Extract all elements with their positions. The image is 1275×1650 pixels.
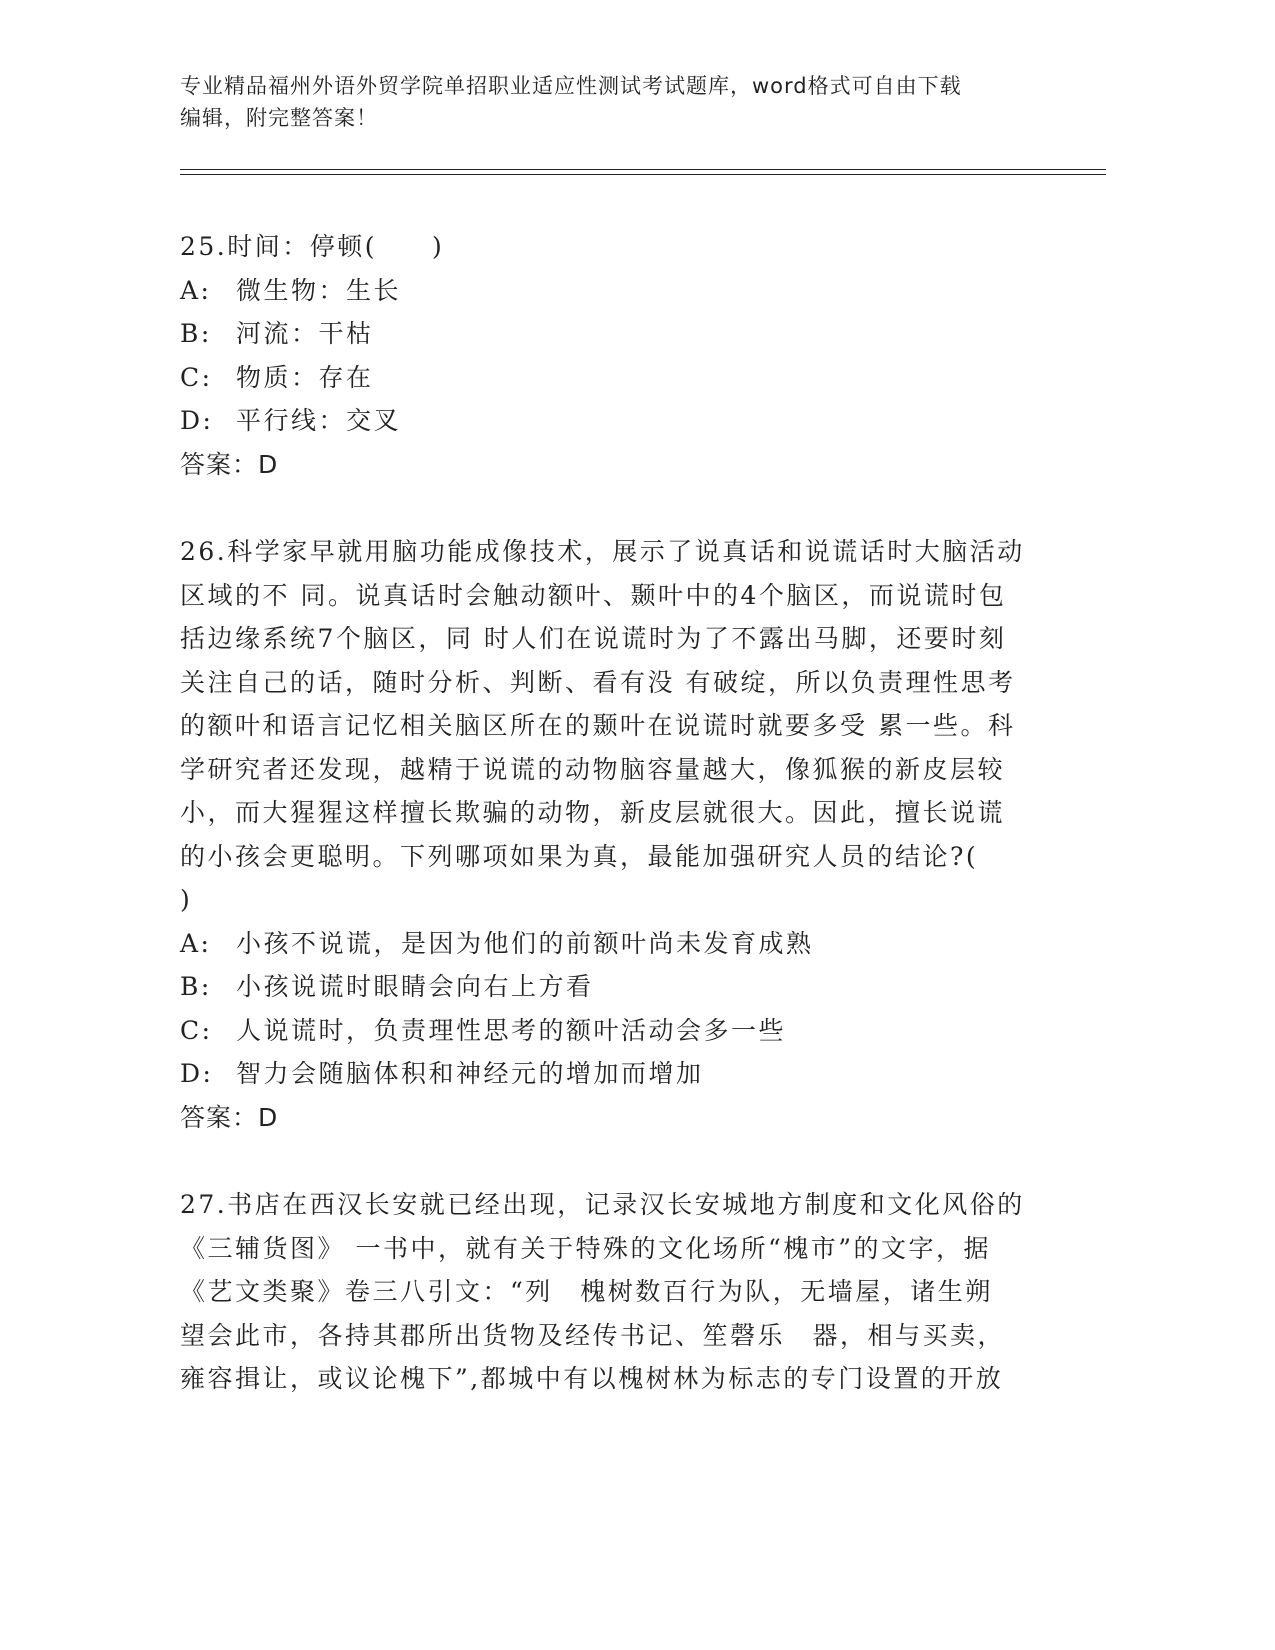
option-letter: D: [180,406,214,435]
option-b [180,965,1040,1009]
answer-line: 答案：D [180,449,279,479]
option-letter: A: [180,928,212,958]
option-text: 人说谎时，负责理性思考的额叶活动会多一些 [236,1015,787,1045]
question-text-line: 《三辅货图》 一书中，就有关于特殊的文化场所“槐市”的文字，据 [180,1233,992,1263]
question-spacer [180,1139,1040,1183]
option-d [180,1052,1040,1096]
option-letter: A: [180,275,212,305]
option-letter: B: [180,319,212,348]
option-text: 智力会随脑体积和神经元的增加而增加 [236,1059,704,1088]
question-25 [180,225,1040,486]
option-text: 物质：存在 [236,362,374,392]
header-line-1: 专业精品福州外语外贸学院单招职业适应性测试考试题库，word格式可自由下载 [180,74,962,98]
question-text-line: 小，而大猩猩这样擅长欺骗的动物，新皮层就很大。因此，擅长说谎 [180,798,1006,827]
question-26 [180,530,1040,1139]
question-text-line: 望会此市，各持其郡所出货物及经传书记、笙磬乐 器，相与买卖， [180,1320,1006,1350]
option-letter: B: [180,972,212,1001]
question-list [180,225,1040,1401]
document-header [180,70,1060,134]
question-text-line: 雍容揖让，或议论槐下”,都城中有以槐树林为标志的专门设置的开放 [180,1364,1004,1393]
question-text: 25.时间：停顿( ) [180,232,445,261]
question-text-line: 关注自己的话，随时分析、判断、看有没 有破绽，所以负责理性思考 [180,667,1016,697]
question-27 [180,1183,1040,1401]
option-text: 微生物：生长 [236,275,402,305]
question-text-line: 区域的不 同。说真话时会触动额叶、颞叶中的4个脑区，而说谎时包 [180,580,1007,610]
question-text-line: 27.书店在西汉长安就已经出现，记录汉长安城地方制度和文化风俗的 [180,1190,1025,1219]
question-spacer [180,486,1040,530]
option-a [180,269,1040,313]
option-d [180,399,1040,443]
question-text-line: 的额叶和语言记忆相关脑区所在的颞叶在说谎时就要多受 累一些。科 [180,711,1016,740]
header-line-2: 编辑，附完整答案！ [180,106,378,130]
header-divider-bottom [180,174,1106,175]
question-text-line: 的小孩会更聪明。下列哪项如果为真，最能加强研究人员的结论?( [180,841,979,871]
question-text-line: 26.科学家早就用脑功能成像技术，展示了说真话和说谎话时大脑活动 [180,537,1025,566]
option-a [180,922,1040,966]
option-letter: D: [180,1059,214,1088]
question-text-line: 括边缘系统7个脑区，同 时人们在说谎时为了不露出马脚，还要时刻 [180,624,1007,653]
option-text: 小孩不说谎，是因为他们的前额叶尚未发育成熟 [236,928,814,958]
answer-line: 答案：D [180,1102,279,1132]
option-letter: C: [180,1015,213,1045]
option-letter: C: [180,362,213,392]
question-text-line: 学研究者还发现，越精于说谎的动物脑容量越大，像狐猴的新皮层较 [180,754,1006,784]
option-text: 小孩说谎时眼睛会向右上方看 [236,972,594,1001]
option-c [180,356,1040,400]
option-c [180,1009,1040,1053]
option-text: 河流：干枯 [236,319,374,348]
question-text-line: ) [180,885,193,914]
header-divider-top [180,169,1106,170]
option-text: 平行线：交叉 [236,406,402,435]
option-b [180,312,1040,356]
question-text-line: 《艺文类聚》卷三八引文：“列 槐树数百行为队，无墙屋，诸生朔 [180,1277,993,1306]
